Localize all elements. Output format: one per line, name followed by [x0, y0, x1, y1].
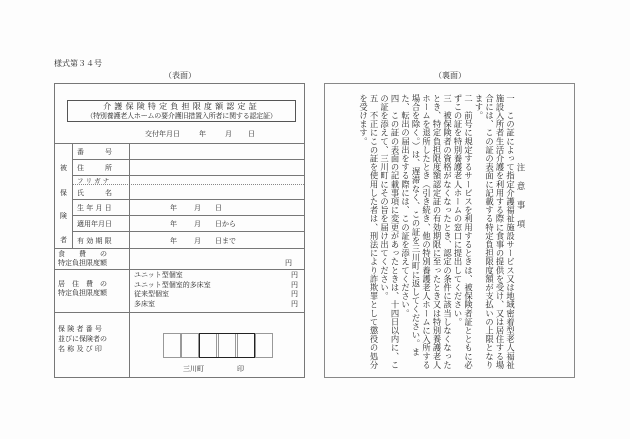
- notes-vertical-text: [358, 94, 526, 372]
- note-item: 一 この証によって指定介護福祉施設サービス又は地域密着型老人福祉施設入所者生活介護を利用する際に食事の提供を受け、又は居住する場合には、この証の表面に記載する特定負担限度額が支払いの上限となります。: [474, 94, 516, 370]
- name-field[interactable]: [130, 185, 303, 199]
- row-label-apply-date: 適用年月日: [77, 220, 112, 228]
- residence-item: 多床室 円: [134, 299, 298, 308]
- form-number: 様式第３４号: [54, 59, 102, 68]
- note-item: 三 被保険者の資格がなくなったとき、認定の条件に該当しなくなったとき、特定負担限度額認定証の有効期限に至ったとき又は特別養護老人ホームを退所したとき（引き続き、他の特別養護老人ホームに入所する場合を除く。）は、遅滞なく、この証を三川町に返してください。また、転出の届出をする際には、この証を添えてください。: [400, 94, 453, 370]
- residence-item: 従来型個室 円: [134, 290, 298, 298]
- valid-month: 月: [194, 237, 201, 245]
- insurer-number-digit[interactable]: [255, 333, 273, 358]
- front-side-label: （表面）: [164, 71, 196, 80]
- title-box: [67, 100, 296, 122]
- issue-year: 年: [199, 130, 206, 138]
- insured-label-3: 険: [60, 212, 67, 220]
- number-field[interactable]: [130, 144, 303, 159]
- row-label-valid-until: 有 効 期 限: [77, 237, 112, 245]
- furigana-field[interactable]: [130, 176, 303, 184]
- insured-label-2: 保: [60, 189, 67, 197]
- valid-day: 日まで: [215, 237, 236, 245]
- note-item: 二 前号に規定するサービスを利用するときは、被保険者証とともに必ずこの証を特別養護老人ホームの窓口に提出してください。: [453, 94, 474, 370]
- residence-item: ユニット型個室 円: [134, 271, 298, 279]
- issue-date-label: 交付年月日: [145, 130, 180, 138]
- food-unit: 円: [285, 259, 292, 267]
- back-panel: [324, 83, 575, 378]
- row-label-number: 番 号: [77, 148, 112, 156]
- address-field[interactable]: [130, 160, 303, 175]
- note-item: 五 不正にこの証を使用した者は、刑法により詐欺罪として懲役の処分を受けます。: [358, 94, 379, 370]
- apply-day: 日から: [215, 220, 236, 228]
- residence-list: [134, 271, 298, 309]
- row-label-address: 住 所: [77, 164, 112, 172]
- residence-limit-label: 居 住 費 の 特定負担限度額: [58, 280, 107, 297]
- insured-label-1: 被: [60, 164, 67, 172]
- certificate-title: 介護保険特定負担限度額認定証: [103, 102, 260, 111]
- insurer-number-digit[interactable]: [181, 333, 199, 358]
- insurer-label: 保 険 者 番 号 並びに保険者の 名 称 及 び 印: [58, 325, 107, 353]
- insurer-number-digit[interactable]: [163, 333, 181, 358]
- note-item: 四 この証の表面の記載事項に変更があったときは、十四日以内に、この証を添えて、三川町にその旨を届け出てください。: [379, 94, 400, 370]
- back-side-label: （裏面）: [434, 71, 466, 80]
- certificate-subtitle: （特別養護老人ホームの要介護旧措置入所者に関する認定証）: [86, 112, 277, 120]
- notes-heading: 注 意 事 項: [516, 162, 526, 232]
- row-label-furigana: フ リ ガ ナ: [77, 177, 110, 185]
- valid-year: 年: [170, 237, 177, 245]
- issue-month: 月: [225, 130, 232, 138]
- residence-item: ユニット型個室的多床室 円: [134, 280, 298, 289]
- row-label-name: 氏 名: [77, 189, 112, 197]
- birth-month: 月: [194, 204, 201, 212]
- row-label-birth-date: 生 年 月 日: [77, 204, 112, 212]
- food-limit-label: 食 費 の 特定負担限度額: [58, 250, 107, 267]
- birth-day: 日: [215, 204, 222, 212]
- insured-label-4: 者: [60, 236, 67, 244]
- birth-year: 年: [170, 204, 177, 212]
- seal-mark: 印: [237, 365, 244, 373]
- insurer-number-highlight: [199, 333, 255, 358]
- insurer-name: 三川町: [183, 365, 204, 373]
- issue-day: 日: [248, 130, 255, 138]
- front-panel: [54, 83, 305, 378]
- apply-month: 月: [194, 220, 201, 228]
- apply-year: 年: [170, 220, 177, 228]
